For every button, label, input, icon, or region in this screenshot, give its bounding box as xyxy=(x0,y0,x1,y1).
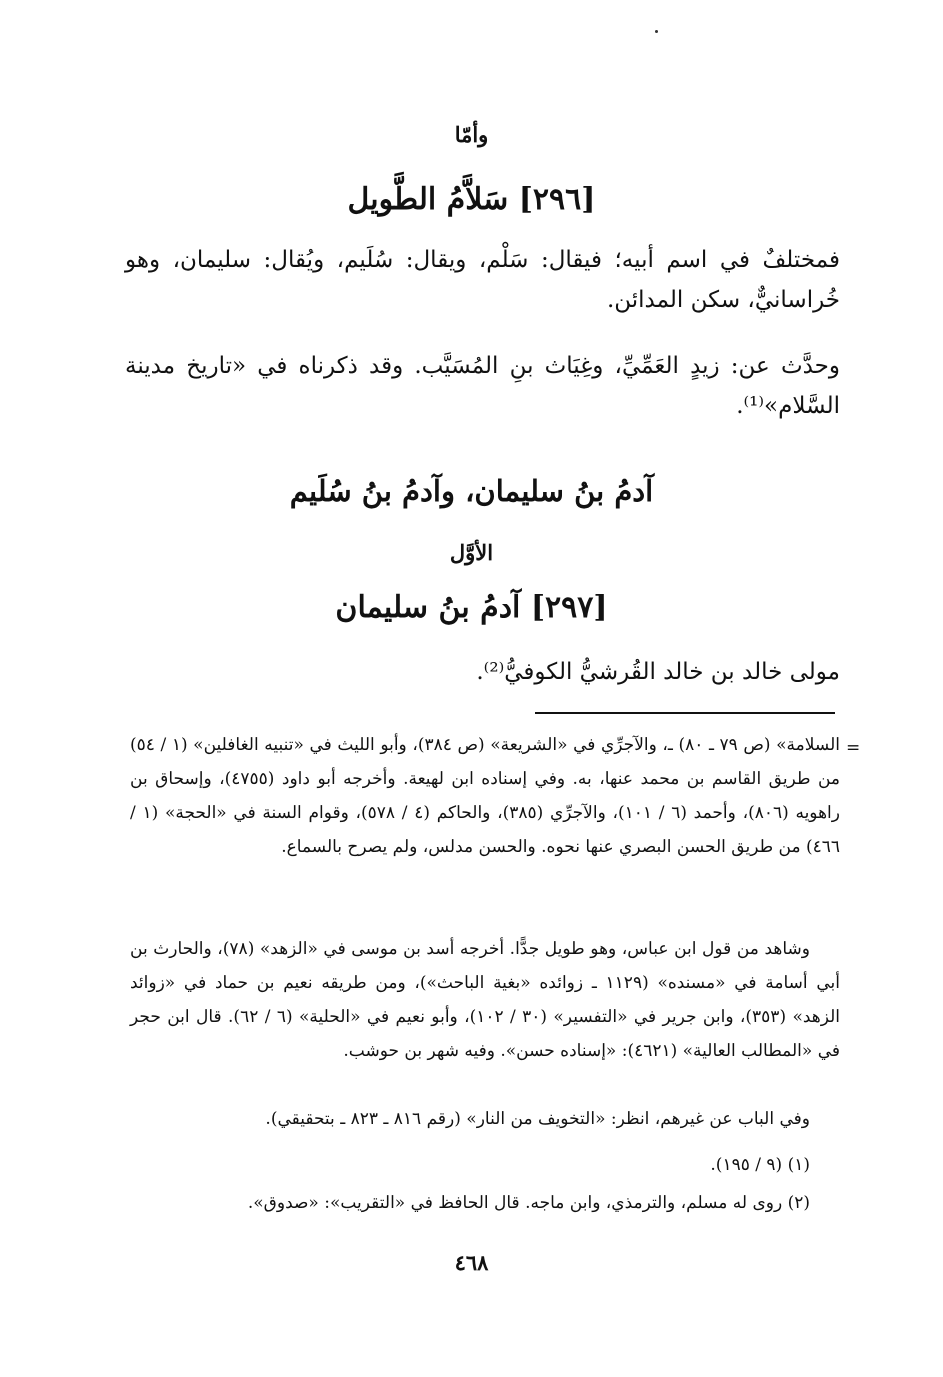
page-number: ٤٦٨ xyxy=(454,1250,489,1275)
footnote-continuation: السلامة» (ص ٧٩ ـ ٨٠) ـ، والآجرِّي في «الشريعة» (ص ٣٨٤)، وأبو الليث في «تنبيه الغافلين» (١ / ٥٤) من طريق القاسم بن محمد عنها، به. وفي إسناده ابن لهيعة. وأخرجه أبو داود (٤٧٥٥)، وإسحاق بن راهويه (٨٠٦)، وأحمد (٦ / ١٠١)، والآجرِّي (٣٨٥)، والحاكم (٤ / ٥٧٨)، وقوام السنة في «الحجة» (١ / ٤٦٦) من طريق الحسن البصري عنها نحوه. والحسن مدلس، ولم يصرح بالسماع. xyxy=(130,735,840,857)
footnote-witness: وشاهد من قول ابن عباس، وهو طويل جدًّا. أخرجه أسد بن موسى في «الزهد» (٧٨)، والحارث بن أبي أسامة في «مسنده» (١١٢٩ ـ زوائده «بغية الباحث»)، ومن طريقه نعيم بن حماد في «زوائد الزهد» (٣٥٣)، وابن جرير في «التفسير» (٣٠ / ١٠٢)، وأبو نعيم في «الحلية» (٦ / ٦٢). قال ابن حجر في «المطالب العالية» (٤٦٢١): «إسناده حسن». وفيه شهر بن حوشب. xyxy=(130,939,841,1061)
footnote-1: (١) (٩ / ١٩٥). xyxy=(710,1155,810,1175)
scan-speck xyxy=(655,30,658,33)
paragraph-2: وحدَّث عن: زيدٍ العَمِّيِّ، وغِيَاث بنِ المُسَيَّب. وقد ذكرناه في «تاريخ مدينة السَّلام»⁽¹⁾. xyxy=(125,353,840,419)
entry-heading-296: [٢٩٦] سَلاَّمُ الطَّويل xyxy=(347,182,596,217)
footnote-2: (٢) روى له مسلم، والترمذي، وابن ماجه. قال الحافظ في «التقريب»: «صدوق». xyxy=(247,1193,810,1213)
paragraph-3: مولى خالد بن خالد القُرشيُّ الكوفيُّ⁽²⁾. xyxy=(476,659,840,685)
entry-heading-297: [٢٩٧] آدمُ بنُ سليمان xyxy=(335,590,608,625)
footnote-separator xyxy=(535,712,835,714)
footnote-others: وفي الباب عن غيرهم، انظر: «التخويف من النار» (رقم ٨١٦ ـ ٨٢٣ ـ بتحقيقي). xyxy=(265,1109,810,1129)
subsection-label: الأوَّل xyxy=(449,540,494,565)
footnote-continuation-mark: = xyxy=(846,738,861,758)
top-word: وأمّا xyxy=(454,122,489,147)
paragraph-1: فمختلفٌ في اسم أبيه؛ فيقال: سَلْم، ويقال: سُلَيم، ويُقال: سليمان، وهو خُراسانيٌّ، سكن المدائن. xyxy=(125,247,840,313)
section-title: آدمُ بنُ سليمان، وآدمُ بنُ سُلَيم xyxy=(289,474,654,508)
